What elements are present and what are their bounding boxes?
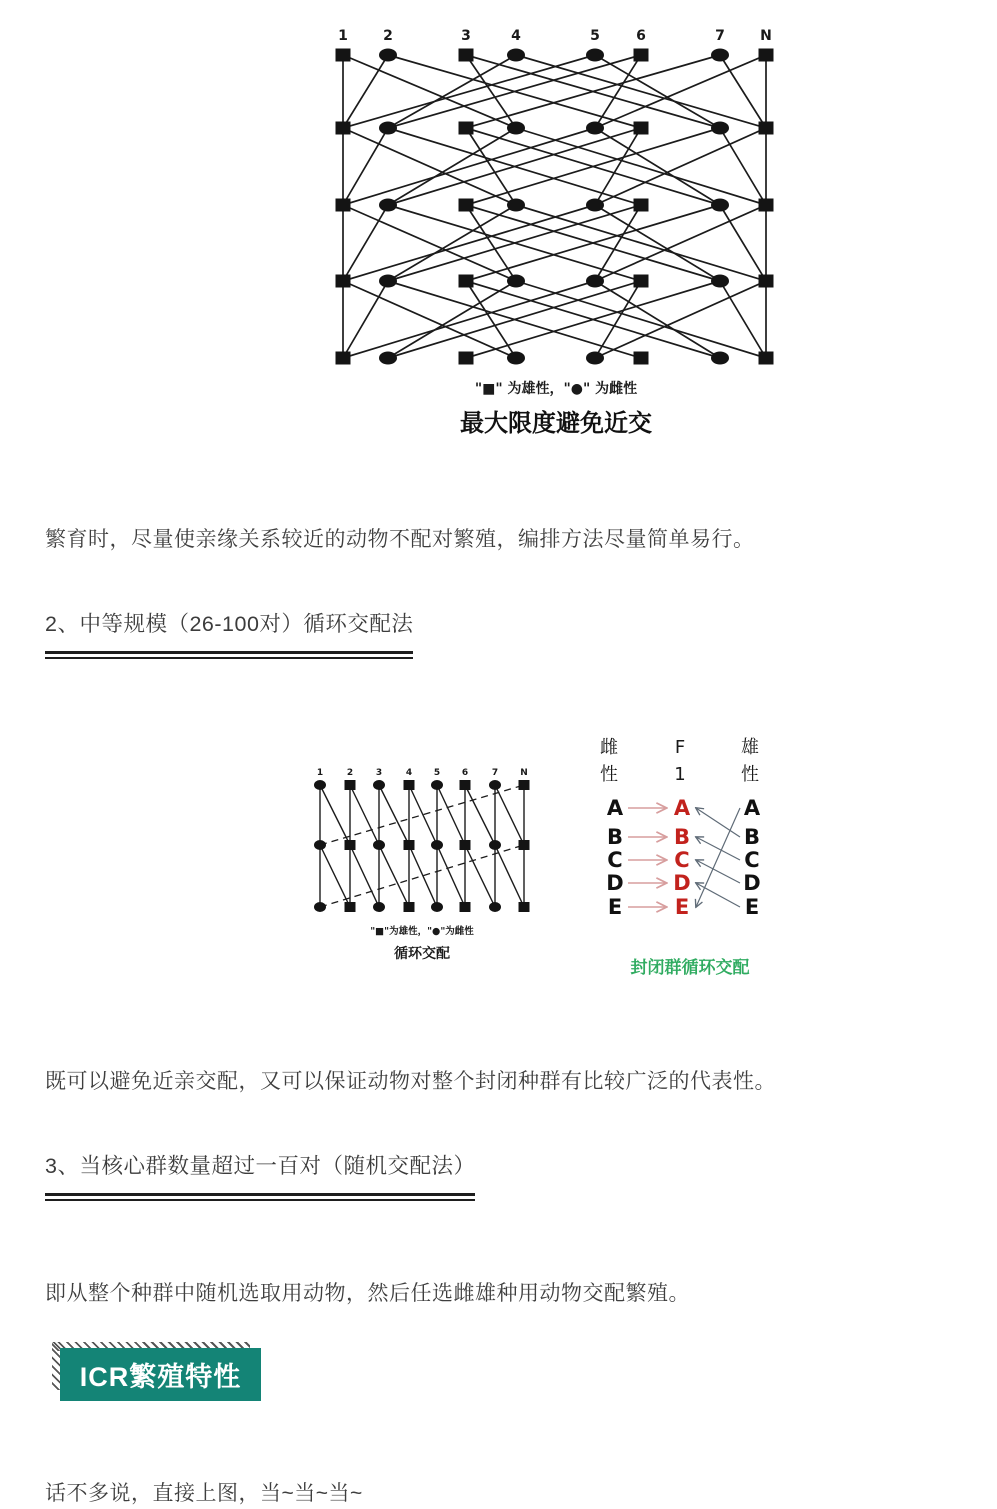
svg-text:F: F (674, 737, 686, 758)
section-badge-icr: ICR繁殖特性 (60, 1348, 261, 1401)
paragraph-circular-benefit: 既可以避免近亲交配，又可以保证动物对整个封闭种群有比较广泛的代表性。 (45, 1070, 776, 1093)
svg-text:C: C (674, 848, 690, 872)
svg-text:雄: 雄 (741, 737, 759, 758)
svg-text:4: 4 (511, 28, 521, 44)
section-heading-2-text: 2、中等规模（26-100对）循环交配法 (45, 612, 414, 636)
paragraph-intro-next: 话不多说，直接上图，当~当~当~ (45, 1482, 363, 1505)
svg-text:E: E (674, 895, 690, 919)
svg-text:N: N (760, 28, 772, 44)
svg-text:3: 3 (375, 768, 383, 778)
svg-text:雌: 雌 (600, 737, 618, 758)
svg-text:1: 1 (316, 768, 324, 778)
paragraph-breeding-principle: 繁育时，尽量使亲缘关系较近的动物不配对繁殖，编排方法尽量简单易行。 (45, 528, 755, 551)
svg-text:E: E (744, 895, 760, 919)
svg-text:"■" 为雄性，"●" 为雌性: "■" 为雄性，"●" 为雌性 (474, 381, 638, 397)
svg-text:7: 7 (715, 28, 725, 44)
svg-text:A: A (673, 796, 691, 820)
svg-text:D: D (606, 871, 624, 895)
svg-text:3: 3 (461, 28, 471, 44)
figure-max-avoidance-diagram (298, 20, 838, 465)
svg-text:5: 5 (590, 28, 600, 44)
svg-text:性: 性 (600, 764, 618, 785)
svg-text:B: B (743, 825, 761, 849)
svg-text:性: 性 (741, 764, 759, 785)
svg-text:E: E (607, 895, 623, 919)
section-heading-2 (45, 610, 413, 659)
svg-text:"■"为雄性，"●"为雌性: "■"为雄性，"●"为雌性 (370, 926, 474, 937)
svg-text:D: D (673, 871, 691, 895)
svg-text:C: C (607, 848, 623, 872)
max-avoidance-network-svg (298, 20, 838, 460)
svg-text:5: 5 (433, 768, 441, 778)
svg-text:A: A (606, 796, 624, 820)
svg-text:4: 4 (405, 768, 413, 778)
svg-text:2: 2 (346, 768, 354, 778)
closed-colony-rotation-svg (592, 722, 804, 986)
svg-text:1: 1 (338, 28, 348, 44)
section-heading-3-text: 3、当核心群数量超过一百对（随机交配法） (45, 1154, 476, 1178)
svg-text:6: 6 (461, 768, 469, 778)
svg-text:封闭群循环交配: 封闭群循环交配 (630, 958, 750, 978)
section-heading-3 (45, 1152, 475, 1201)
svg-text:C: C (744, 848, 760, 872)
figure-closed-colony-rotation (592, 722, 804, 991)
svg-text:2: 2 (383, 28, 393, 44)
svg-text:N: N (520, 768, 528, 778)
svg-text:A: A (743, 796, 761, 820)
svg-text:最大限度避免近交: 最大限度避免近交 (460, 409, 652, 437)
svg-text:B: B (673, 825, 691, 849)
svg-text:B: B (606, 825, 624, 849)
svg-text:循环交配: 循环交配 (394, 946, 450, 962)
figure-circular-mating-diagram (292, 730, 554, 980)
circular-mating-network-svg (292, 730, 554, 975)
svg-text:D: D (743, 871, 761, 895)
svg-text:1: 1 (674, 764, 686, 785)
paragraph-random-mating: 即从整个种群中随机选取用动物，然后任选雌雄种用动物交配繁殖。 (45, 1282, 690, 1305)
double-rule (45, 651, 413, 659)
svg-text:7: 7 (491, 768, 499, 778)
double-rule (45, 1193, 475, 1201)
svg-text:6: 6 (636, 28, 646, 44)
